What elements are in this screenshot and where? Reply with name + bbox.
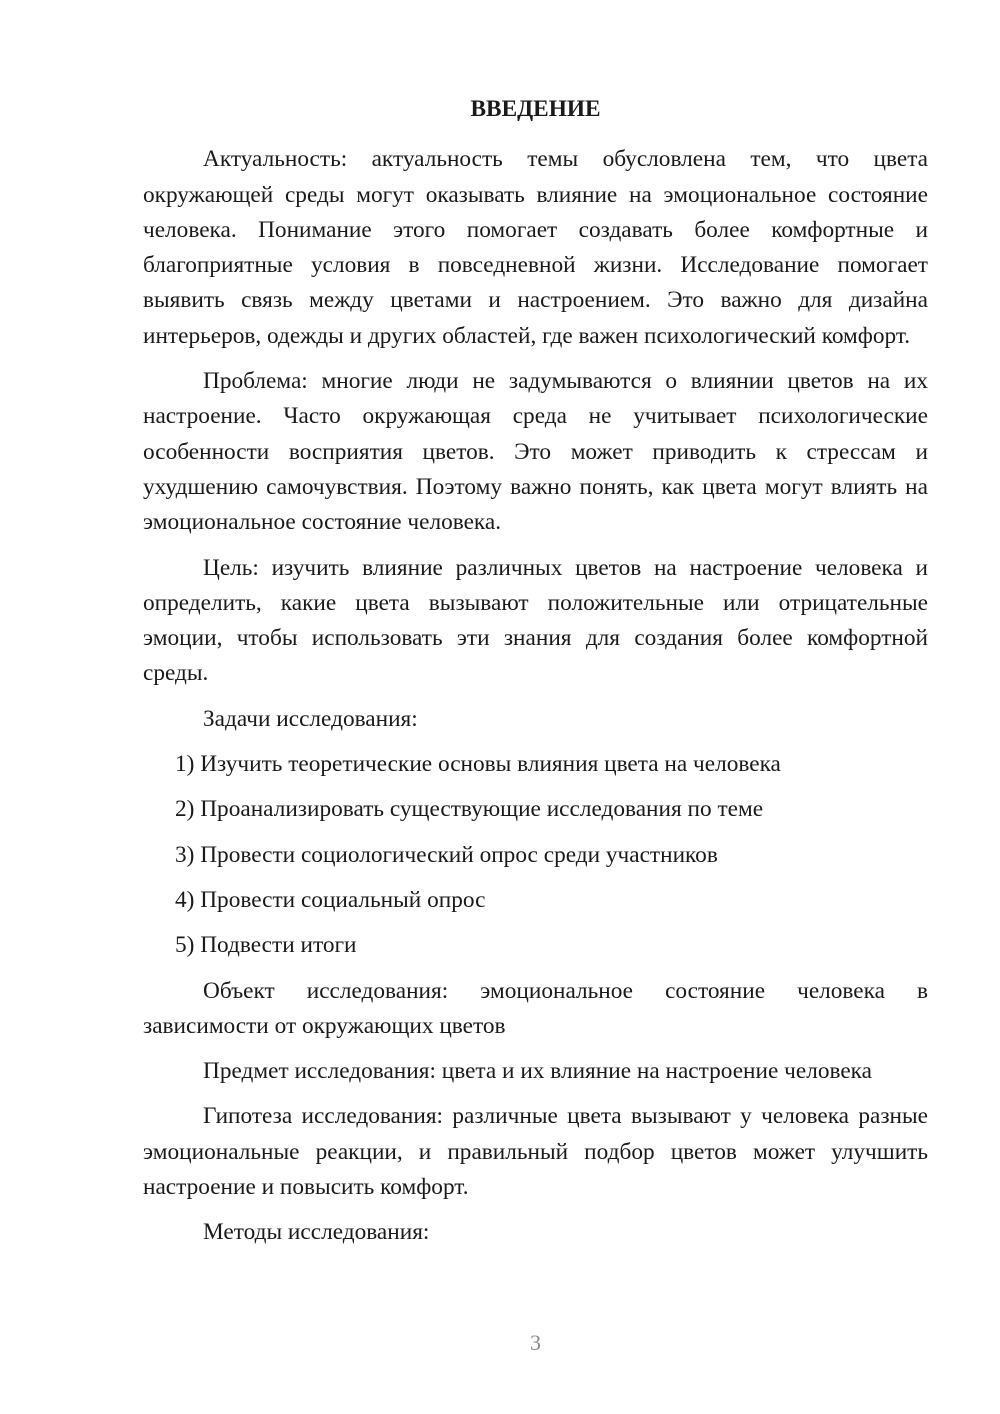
task-item: 5) Подвести итоги — [175, 932, 357, 959]
object-paragraph: Объект исследования: эмоциональное состояние человека в зависимости от окружающих цветов — [143, 977, 928, 1039]
methods-heading: Методы исследования: — [203, 1219, 430, 1246]
tasks-heading: Задачи исследования: — [203, 705, 418, 732]
goal-paragraph: Цель: изучить влияние различных цветов на настроение человека и определить, какие цвета вызывают положительные или отрицательные эмоции, чтобы использовать эти знания для создания более комфортной среды. — [143, 554, 928, 687]
subject-paragraph: Предмет исследования: цвета и их влияние на настроение человека — [203, 1058, 872, 1085]
page-number: 3 — [530, 1330, 541, 1355]
task-item: 2) Проанализировать существующие исследования по теме — [175, 796, 764, 823]
relevance-paragraph: Актуальность: актуальность темы обусловлена тем, что цвета окружающей среды могут оказывать влияние на эмоциональное состояние человека. Понимание этого помогает создавать более комфортные и благоприятные условия в повседневной жизни. Исследование помогает выявить связь между цветами и настроением. Это важно для дизайна интерьеров, одежды и других областей, где важен психологический комфорт. — [143, 146, 928, 349]
problem-paragraph: Проблема: многие люди не задумываются о влиянии цветов на их настроение. Часто окружающая среда не учитывает психологические особенности восприятия цветов. Это может приводить к стрессам и ухудшению самочувствия. Поэтому важно понять, как цвета могут влиять на эмоциональное состояние человека. — [143, 368, 928, 536]
task-item: 4) Провести социальный опрос — [175, 886, 486, 913]
hypothesis-paragraph: Гипотеза исследования: различные цвета вызывают у человека разные эмоциональные реакции, и правильный подбор цветов может улучшить настроение и повысить комфорт. — [143, 1103, 928, 1201]
task-item: 1) Изучить теоретические основы влияния цвета на человека — [175, 751, 781, 778]
task-item: 3) Провести социологический опрос среди участников — [175, 841, 718, 868]
section-title: ВВЕДЕНИЕ — [470, 96, 601, 122]
document-body — [143, 92, 928, 1261]
